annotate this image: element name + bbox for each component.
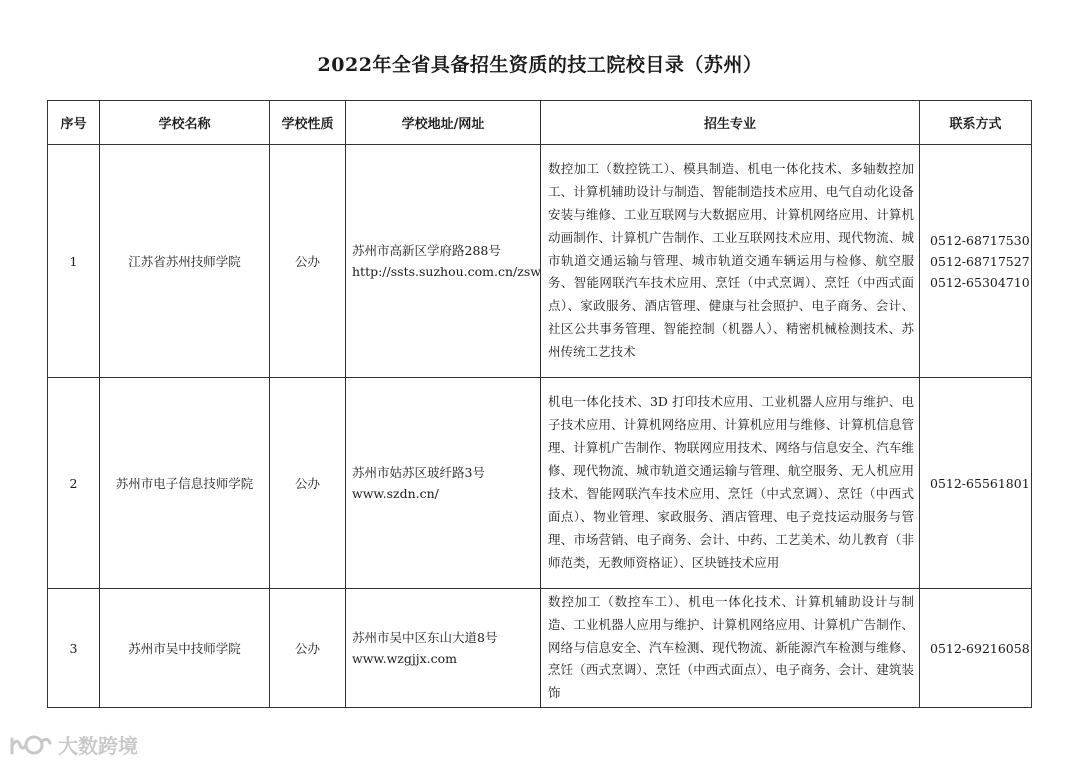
row-no: 1 bbox=[48, 145, 100, 378]
row-url[interactable]: www.szdn.cn/ bbox=[352, 486, 439, 501]
table-row bbox=[48, 145, 1032, 378]
row-majors: 数控加工（数控铣工）、模具制造、机电一体化技术、多轴数控加工、计算机辅助设计与制造、智能制造技术应用、电气自动化设备安装与维修、工业互联网与大数据应用、计算机网络应用、计算机动画制作、计算机广告制作、工业互联网技术应用、现代物流、城市轨道交通运输与管理、城市轨道交通车辆运用与检修、航空服务、智能网联汽车技术应用、烹饪（中式烹调）、烹饪（中西式面点）、家政服务、酒店管理、健康与社会照护、电子商务、会计、社区公共事务管理、智能控制（机器人）、精密机械检测技术、苏州传统工艺技术 bbox=[541, 145, 920, 378]
school-table bbox=[47, 100, 1032, 708]
row-school-name: 江苏省苏州技师学院 bbox=[100, 145, 270, 378]
row-school-type: 公办 bbox=[270, 145, 346, 378]
header-no: 序号 bbox=[48, 101, 100, 145]
row-no: 2 bbox=[48, 378, 100, 589]
brand-logo-icon bbox=[8, 731, 52, 759]
row-phone: 0512-65304710 bbox=[930, 274, 1030, 290]
row-address: 苏州市姑苏区玻纤路3号 bbox=[352, 465, 485, 480]
row-phone: 0512-68717530 bbox=[930, 232, 1030, 248]
row-school-type: 公办 bbox=[270, 589, 346, 708]
row-contact-cell bbox=[920, 145, 1032, 378]
row-address-cell bbox=[346, 145, 541, 378]
row-phone: 0512-65561801 bbox=[930, 475, 1030, 491]
watermark-text: 大数跨境 bbox=[58, 734, 138, 758]
header-contact: 联系方式 bbox=[920, 101, 1032, 145]
table-row bbox=[48, 378, 1032, 589]
header-school-type: 学校性质 bbox=[270, 101, 346, 145]
row-address: 苏州市高新区学府路288号 bbox=[352, 243, 501, 258]
row-address-cell bbox=[346, 378, 541, 589]
row-url[interactable]: http://ssts.suzhou.com.cn/zsw bbox=[352, 264, 541, 279]
row-school-name: 苏州市电子信息技师学院 bbox=[100, 378, 270, 589]
header-address: 学校地址/网址 bbox=[346, 101, 541, 145]
row-address-cell bbox=[346, 589, 541, 708]
row-address: 苏州市吴中区东山大道8号 bbox=[352, 630, 498, 645]
row-school-name: 苏州市吴中技师学院 bbox=[100, 589, 270, 708]
row-contact-cell bbox=[920, 378, 1032, 589]
header-school-name: 学校名称 bbox=[100, 101, 270, 145]
row-majors: 数控加工（数控车工）、机电一体化技术、计算机辅助设计与制造、工业机器人应用与维护、计算机网络应用、计算机广告制作、网络与信息安全、汽车检测、现代物流、新能源汽车检测与维修、烹饪（西式烹调）、烹饪（中西式面点）、电子商务、会计、建筑装饰 bbox=[541, 589, 920, 708]
row-majors: 机电一体化技术、3D 打印技术应用、工业机器人应用与维护、电子技术应用、计算机网络应用、计算机应用与维修、计算机信息管理、计算机广告制作、物联网应用技术、网络与信息安全、汽车维修、现代物流、城市轨道交通运输与管理、航空服务、无人机应用技术、智能网联汽车技术应用、烹饪（中式烹调）、烹饪（中西式面点）、物业管理、家政服务、酒店管理、电子竞技运动服务与管理、市场营销、电子商务、会计、中药、工艺美术、幼儿教育（非师范类，无教师资格证）、区块链技术应用 bbox=[541, 378, 920, 589]
table-row bbox=[48, 589, 1032, 708]
header-majors: 招生专业 bbox=[541, 101, 920, 145]
row-url[interactable]: www.wzgjjx.com bbox=[352, 651, 458, 666]
row-phone: 0512-68717527 bbox=[930, 253, 1030, 269]
page-title: 2022年全省具备招生资质的技工院校目录（苏州） bbox=[317, 54, 763, 76]
watermark bbox=[8, 730, 138, 759]
table-header-row bbox=[48, 101, 1032, 145]
row-phone: 0512-69216058 bbox=[930, 640, 1030, 656]
row-contact-cell bbox=[920, 589, 1032, 708]
row-school-type: 公办 bbox=[270, 378, 346, 589]
row-no: 3 bbox=[48, 589, 100, 708]
